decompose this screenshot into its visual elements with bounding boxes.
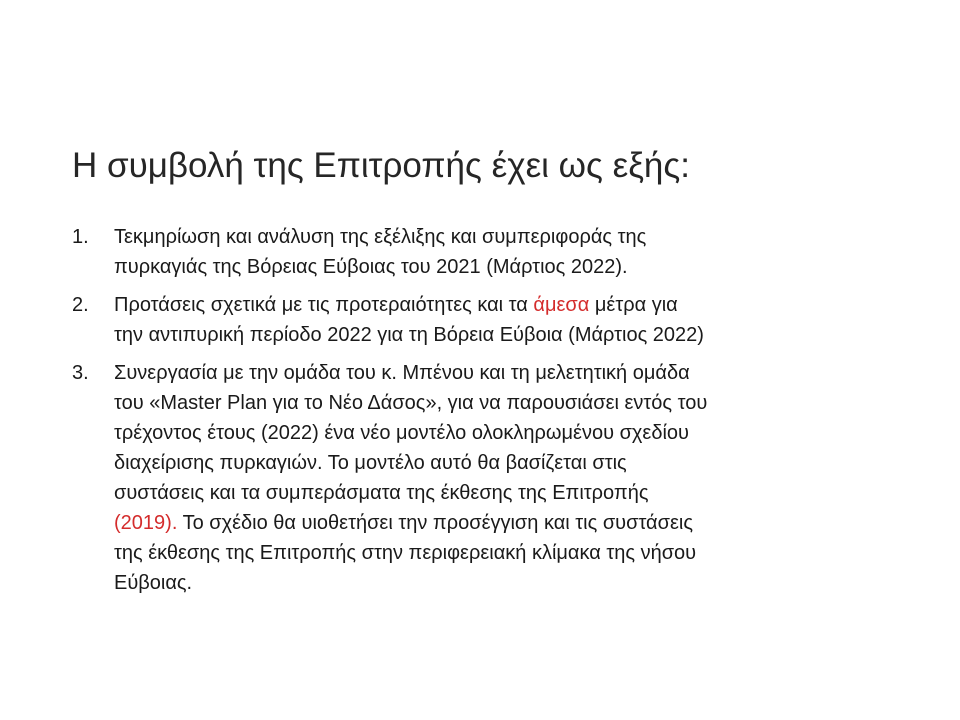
text-segment: μέτρα για (589, 294, 678, 316)
text-line: Συνεργασία με την ομάδα του κ. Μπένου και τη μελετητική ομάδα (114, 362, 690, 384)
text-segment: Προτάσεις σχετικά με τις προτεραιότητες και τα (114, 294, 534, 316)
item-text (114, 358, 902, 598)
text-line: πυρκαγιάς της Βόρειας Εύβοιας του 2021 (Μάρτιος 2022). (114, 256, 628, 278)
item-number: 2. (72, 294, 89, 316)
text-line: του «Master Plan για το Νέο Δάσος», για να παρουσιάσει εντός του (114, 392, 708, 414)
text-line: της έκθεσης της Επιτροπής στην περιφερειακή κλίμακα της νήσου (114, 542, 697, 564)
text-line (114, 290, 902, 320)
text-line: την αντιπυρική περίοδο 2022 για τη Βόρεια Εύβοια (Μάρτιος 2022) (114, 324, 704, 346)
highlighted-word: άμεσα (533, 294, 590, 316)
text-line: Εύβοιας. (114, 572, 193, 594)
text-line (114, 508, 902, 538)
text-segment: Το σχέδιο θα υιοθετήσει την προσέγγιση και τις συστάσεις (177, 512, 693, 534)
numbered-list (72, 222, 902, 606)
list-item (72, 222, 902, 282)
text-line: συστάσεις και τα συμπεράσματα της έκθεσης της Επιτροπής (114, 482, 649, 504)
text-line: Τεκμηρίωση και ανάλυση της εξέλιξης και συμπεριφοράς της (114, 226, 647, 248)
list-item (72, 290, 902, 350)
item-number: 3. (72, 362, 89, 384)
item-text (114, 290, 902, 350)
text-line: διαχείρισης πυρκαγιών. Το μοντέλο αυτό θα βασίζεται στις (114, 452, 627, 474)
item-number: 1. (72, 226, 89, 248)
list-item (72, 358, 902, 598)
text-line: τρέχοντος έτους (2022) ένα νέο μοντέλο ολοκληρωμένου σχεδίου (114, 422, 689, 444)
slide-title: Η συμβολή της Επιτροπής έχει ως εξής: (72, 146, 690, 185)
item-text (114, 222, 902, 282)
highlighted-year: (2019). (114, 512, 178, 534)
